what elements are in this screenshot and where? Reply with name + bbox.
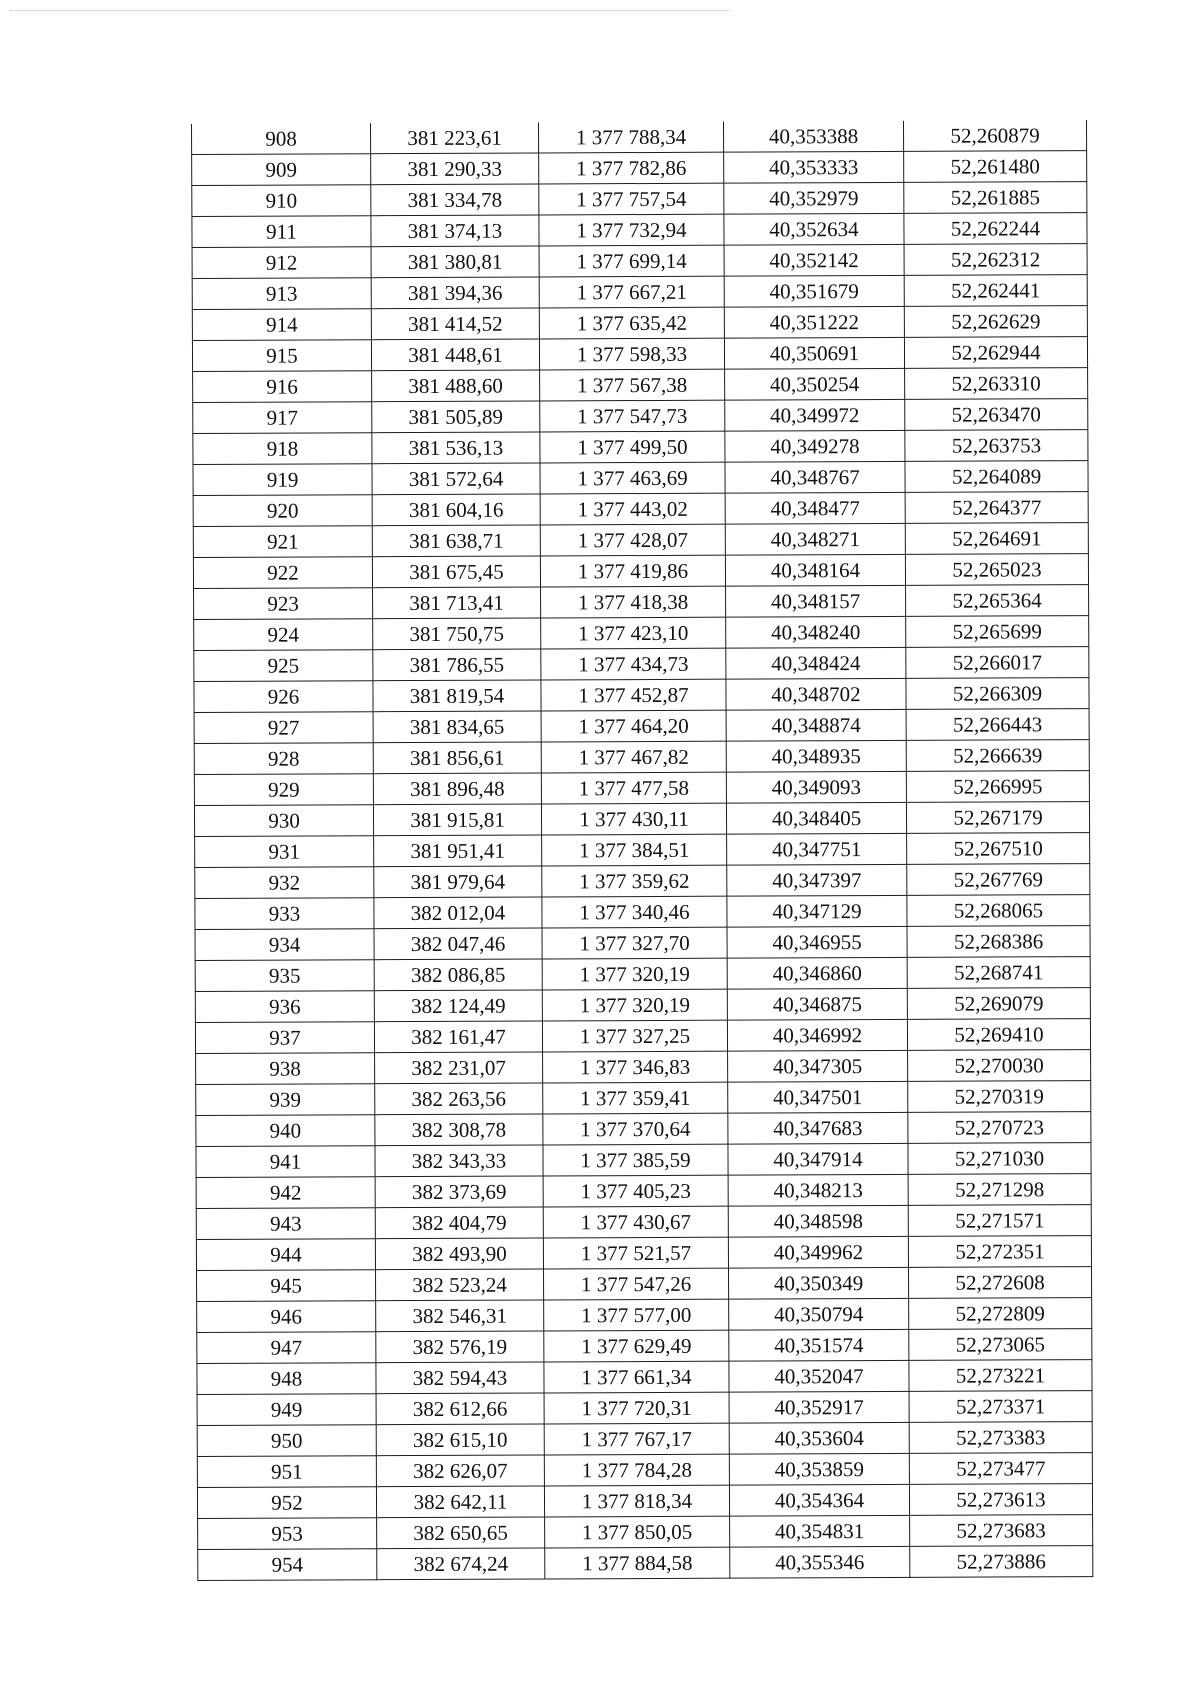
table-row bbox=[197, 1298, 1092, 1333]
table-row bbox=[198, 1515, 1093, 1550]
table-row bbox=[194, 771, 1089, 806]
x-coordinate-cell: 382 626,07 bbox=[376, 1455, 544, 1487]
point-number-cell: 924 bbox=[194, 619, 373, 651]
longitude-cell: 40,351574 bbox=[729, 1329, 909, 1361]
point-number-cell: 908 bbox=[192, 123, 371, 154]
y-coordinate-cell: 1 377 464,20 bbox=[541, 710, 726, 742]
y-coordinate-cell: 1 377 850,05 bbox=[545, 1516, 730, 1548]
latitude-cell: 52,270030 bbox=[908, 1050, 1091, 1082]
table-row bbox=[192, 120, 1087, 154]
x-coordinate-cell: 381 638,71 bbox=[372, 525, 540, 557]
table-row bbox=[192, 151, 1087, 186]
point-number-cell: 918 bbox=[193, 433, 372, 465]
latitude-cell: 52,267179 bbox=[906, 802, 1089, 834]
longitude-cell: 40,348424 bbox=[726, 647, 906, 679]
latitude-cell: 52,263753 bbox=[905, 430, 1088, 462]
longitude-cell: 40,353388 bbox=[723, 121, 903, 152]
point-number-cell: 938 bbox=[196, 1053, 375, 1085]
table-row bbox=[196, 1081, 1091, 1116]
y-coordinate-cell: 1 377 428,07 bbox=[540, 524, 725, 556]
longitude-cell: 40,349278 bbox=[725, 430, 905, 462]
latitude-cell: 52,262441 bbox=[904, 275, 1087, 307]
point-number-cell: 936 bbox=[195, 991, 374, 1023]
y-coordinate-cell: 1 377 430,67 bbox=[543, 1206, 728, 1238]
latitude-cell: 52,270319 bbox=[908, 1081, 1091, 1113]
longitude-cell: 40,351222 bbox=[724, 306, 904, 338]
x-coordinate-cell: 382 124,49 bbox=[374, 990, 542, 1022]
table-row bbox=[195, 895, 1090, 930]
longitude-cell: 40,347129 bbox=[727, 895, 907, 927]
latitude-cell: 52,260879 bbox=[903, 120, 1086, 151]
table-row bbox=[194, 709, 1089, 744]
longitude-cell: 40,347683 bbox=[728, 1112, 908, 1144]
latitude-cell: 52,264691 bbox=[905, 523, 1088, 555]
table-row bbox=[196, 1174, 1091, 1209]
latitude-cell: 52,262244 bbox=[904, 213, 1087, 245]
point-number-cell: 946 bbox=[197, 1301, 376, 1333]
table-row bbox=[197, 1329, 1092, 1364]
table-row bbox=[197, 1267, 1092, 1302]
table-row bbox=[196, 1050, 1091, 1085]
point-number-cell: 929 bbox=[194, 774, 373, 806]
table-row bbox=[195, 957, 1090, 992]
longitude-cell: 40,354831 bbox=[730, 1515, 910, 1547]
y-coordinate-cell: 1 377 547,73 bbox=[540, 400, 725, 432]
x-coordinate-cell: 381 713,41 bbox=[373, 587, 541, 619]
latitude-cell: 52,266995 bbox=[906, 771, 1089, 803]
table-row bbox=[192, 306, 1087, 341]
y-coordinate-cell: 1 377 359,62 bbox=[542, 865, 727, 897]
longitude-cell: 40,346992 bbox=[727, 1019, 907, 1051]
point-number-cell: 928 bbox=[194, 743, 373, 775]
latitude-cell: 52,262944 bbox=[904, 337, 1087, 369]
point-number-cell: 909 bbox=[192, 154, 371, 186]
x-coordinate-cell: 381 536,13 bbox=[372, 432, 540, 464]
table-row bbox=[196, 1205, 1091, 1240]
table-row bbox=[195, 926, 1090, 961]
y-coordinate-cell: 1 377 359,41 bbox=[543, 1082, 728, 1114]
y-coordinate-cell: 1 377 521,57 bbox=[543, 1237, 728, 1269]
point-number-cell: 919 bbox=[193, 464, 372, 496]
latitude-cell: 52,273683 bbox=[910, 1515, 1093, 1547]
point-number-cell: 951 bbox=[197, 1456, 376, 1488]
x-coordinate-cell: 382 674,24 bbox=[377, 1548, 545, 1580]
latitude-cell: 52,263310 bbox=[905, 368, 1088, 400]
table-row bbox=[196, 1112, 1091, 1147]
y-coordinate-cell: 1 377 370,64 bbox=[543, 1113, 728, 1145]
table-row bbox=[193, 430, 1088, 465]
x-coordinate-cell: 382 343,33 bbox=[375, 1145, 543, 1177]
latitude-cell: 52,266443 bbox=[906, 709, 1089, 741]
point-number-cell: 910 bbox=[192, 185, 371, 217]
longitude-cell: 40,349962 bbox=[728, 1236, 908, 1268]
table-row bbox=[192, 244, 1087, 279]
x-coordinate-cell: 381 394,36 bbox=[371, 277, 539, 309]
table-row bbox=[193, 461, 1088, 496]
y-coordinate-cell: 1 377 434,73 bbox=[541, 648, 726, 680]
x-coordinate-cell: 382 612,66 bbox=[376, 1393, 544, 1425]
point-number-cell: 933 bbox=[195, 898, 374, 930]
longitude-cell: 40,346875 bbox=[727, 988, 907, 1020]
y-coordinate-cell: 1 377 629,49 bbox=[544, 1330, 729, 1362]
table-row bbox=[195, 864, 1090, 899]
x-coordinate-cell: 381 979,64 bbox=[374, 866, 542, 898]
longitude-cell: 40,353859 bbox=[729, 1453, 909, 1485]
y-coordinate-cell: 1 377 767,17 bbox=[544, 1423, 729, 1455]
longitude-cell: 40,352047 bbox=[729, 1360, 909, 1392]
coordinates-table-body bbox=[192, 120, 1093, 1580]
latitude-cell: 52,265699 bbox=[906, 616, 1089, 648]
longitude-cell: 40,350349 bbox=[728, 1267, 908, 1299]
y-coordinate-cell: 1 377 463,69 bbox=[540, 462, 725, 494]
coordinates-table bbox=[191, 120, 1093, 1581]
y-coordinate-cell: 1 377 635,42 bbox=[539, 307, 724, 339]
longitude-cell: 40,349093 bbox=[726, 771, 906, 803]
longitude-cell: 40,350254 bbox=[725, 368, 905, 400]
point-number-cell: 937 bbox=[195, 1022, 374, 1054]
table-row bbox=[192, 213, 1087, 248]
latitude-cell: 52,266309 bbox=[906, 678, 1089, 710]
y-coordinate-cell: 1 377 327,70 bbox=[542, 927, 727, 959]
latitude-cell: 52,264089 bbox=[905, 461, 1088, 493]
x-coordinate-cell: 382 373,69 bbox=[375, 1176, 543, 1208]
point-number-cell: 939 bbox=[196, 1084, 375, 1116]
x-coordinate-cell: 382 493,90 bbox=[375, 1238, 543, 1270]
latitude-cell: 52,273065 bbox=[909, 1329, 1092, 1361]
latitude-cell: 52,268741 bbox=[907, 957, 1090, 989]
x-coordinate-cell: 381 488,60 bbox=[372, 370, 540, 402]
x-coordinate-cell: 381 604,16 bbox=[372, 494, 540, 526]
table-row bbox=[193, 368, 1088, 403]
table-row bbox=[193, 399, 1088, 434]
point-number-cell: 940 bbox=[196, 1115, 375, 1147]
point-number-cell: 916 bbox=[193, 371, 372, 403]
latitude-cell: 52,263470 bbox=[905, 399, 1088, 431]
latitude-cell: 52,265364 bbox=[906, 585, 1089, 617]
table-row bbox=[196, 1143, 1091, 1178]
longitude-cell: 40,347397 bbox=[727, 864, 907, 896]
x-coordinate-cell: 382 012,04 bbox=[374, 897, 542, 929]
point-number-cell: 931 bbox=[195, 836, 374, 868]
x-coordinate-cell: 381 675,45 bbox=[372, 556, 540, 588]
point-number-cell: 934 bbox=[195, 929, 374, 961]
latitude-cell: 52,273221 bbox=[909, 1360, 1092, 1392]
x-coordinate-cell: 381 334,78 bbox=[371, 184, 539, 216]
longitude-cell: 40,354364 bbox=[729, 1484, 909, 1516]
x-coordinate-cell: 381 572,64 bbox=[372, 463, 540, 495]
point-number-cell: 944 bbox=[196, 1239, 375, 1271]
longitude-cell: 40,348598 bbox=[728, 1205, 908, 1237]
latitude-cell: 52,272351 bbox=[908, 1236, 1091, 1268]
x-coordinate-cell: 382 161,47 bbox=[374, 1021, 542, 1053]
table-row bbox=[193, 523, 1088, 558]
x-coordinate-cell: 381 819,54 bbox=[373, 680, 541, 712]
point-number-cell: 923 bbox=[194, 588, 373, 620]
table-row bbox=[195, 988, 1090, 1023]
longitude-cell: 40,348477 bbox=[725, 492, 905, 524]
y-coordinate-cell: 1 377 818,34 bbox=[544, 1485, 729, 1517]
point-number-cell: 932 bbox=[195, 867, 374, 899]
latitude-cell: 52,273477 bbox=[909, 1453, 1092, 1485]
y-coordinate-cell: 1 377 340,46 bbox=[542, 896, 727, 928]
point-number-cell: 920 bbox=[193, 495, 372, 527]
x-coordinate-cell: 382 594,43 bbox=[376, 1362, 544, 1394]
y-coordinate-cell: 1 377 577,00 bbox=[544, 1299, 729, 1331]
point-number-cell: 911 bbox=[192, 216, 371, 248]
x-coordinate-cell: 381 834,65 bbox=[373, 711, 541, 743]
y-coordinate-cell: 1 377 418,38 bbox=[541, 586, 726, 618]
longitude-cell: 40,352634 bbox=[724, 213, 904, 245]
table-row bbox=[197, 1453, 1092, 1488]
latitude-cell: 52,268065 bbox=[907, 895, 1090, 927]
y-coordinate-cell: 1 377 699,14 bbox=[539, 245, 724, 277]
table-row bbox=[197, 1422, 1092, 1457]
point-number-cell: 913 bbox=[192, 278, 371, 310]
point-number-cell: 935 bbox=[195, 960, 374, 992]
x-coordinate-cell: 381 290,33 bbox=[371, 153, 539, 185]
x-coordinate-cell: 381 786,55 bbox=[373, 649, 541, 681]
x-coordinate-cell: 382 650,65 bbox=[377, 1517, 545, 1549]
x-coordinate-cell: 382 308,78 bbox=[375, 1114, 543, 1146]
y-coordinate-cell: 1 377 443,02 bbox=[540, 493, 725, 525]
x-coordinate-cell: 381 951,41 bbox=[374, 835, 542, 867]
table-row bbox=[193, 554, 1088, 589]
x-coordinate-cell: 382 546,31 bbox=[376, 1300, 544, 1332]
table-row bbox=[192, 337, 1087, 372]
latitude-cell: 52,270723 bbox=[908, 1112, 1091, 1144]
x-coordinate-cell: 382 523,24 bbox=[376, 1269, 544, 1301]
y-coordinate-cell: 1 377 452,87 bbox=[541, 679, 726, 711]
y-coordinate-cell: 1 377 499,50 bbox=[540, 431, 725, 463]
coordinates-table-container bbox=[191, 120, 1092, 1581]
point-number-cell: 921 bbox=[193, 526, 372, 558]
x-coordinate-cell: 382 086,85 bbox=[374, 959, 542, 991]
y-coordinate-cell: 1 377 477,58 bbox=[541, 772, 726, 804]
x-coordinate-cell: 381 223,61 bbox=[370, 122, 538, 153]
longitude-cell: 40,348271 bbox=[725, 523, 905, 555]
x-coordinate-cell: 382 047,46 bbox=[374, 928, 542, 960]
table-row bbox=[194, 740, 1089, 775]
x-coordinate-cell: 381 856,61 bbox=[373, 742, 541, 774]
longitude-cell: 40,350794 bbox=[729, 1298, 909, 1330]
longitude-cell: 40,348213 bbox=[728, 1174, 908, 1206]
x-coordinate-cell: 382 404,79 bbox=[375, 1207, 543, 1239]
latitude-cell: 52,273383 bbox=[909, 1422, 1092, 1454]
table-row bbox=[195, 1019, 1090, 1054]
x-coordinate-cell: 381 414,52 bbox=[371, 308, 539, 340]
latitude-cell: 52,267769 bbox=[907, 864, 1090, 896]
point-number-cell: 926 bbox=[194, 681, 373, 713]
y-coordinate-cell: 1 377 598,33 bbox=[539, 338, 724, 370]
latitude-cell: 52,269410 bbox=[907, 1019, 1090, 1051]
longitude-cell: 40,350691 bbox=[724, 337, 904, 369]
table-row bbox=[195, 833, 1090, 868]
y-coordinate-cell: 1 377 423,10 bbox=[541, 617, 726, 649]
point-number-cell: 954 bbox=[198, 1549, 377, 1581]
x-coordinate-cell: 382 615,10 bbox=[376, 1424, 544, 1456]
latitude-cell: 52,271298 bbox=[908, 1174, 1091, 1206]
point-number-cell: 945 bbox=[197, 1270, 376, 1302]
table-row bbox=[197, 1484, 1092, 1519]
latitude-cell: 52,262629 bbox=[904, 306, 1087, 338]
table-row bbox=[193, 492, 1088, 527]
longitude-cell: 40,353333 bbox=[724, 151, 904, 183]
latitude-cell: 52,273886 bbox=[910, 1546, 1093, 1578]
y-coordinate-cell: 1 377 346,83 bbox=[543, 1051, 728, 1083]
y-coordinate-cell: 1 377 757,54 bbox=[539, 183, 724, 215]
y-coordinate-cell: 1 377 467,82 bbox=[541, 741, 726, 773]
table-row bbox=[194, 802, 1089, 837]
latitude-cell: 52,261480 bbox=[904, 151, 1087, 183]
latitude-cell: 52,267510 bbox=[907, 833, 1090, 865]
longitude-cell: 40,347914 bbox=[728, 1143, 908, 1175]
longitude-cell: 40,351679 bbox=[724, 275, 904, 307]
longitude-cell: 40,348874 bbox=[726, 709, 906, 741]
latitude-cell: 52,271571 bbox=[908, 1205, 1091, 1237]
table-row bbox=[192, 182, 1087, 217]
latitude-cell: 52,262312 bbox=[904, 244, 1087, 276]
y-coordinate-cell: 1 377 661,34 bbox=[544, 1361, 729, 1393]
x-coordinate-cell: 381 915,81 bbox=[373, 804, 541, 836]
table-row bbox=[194, 647, 1089, 682]
point-number-cell: 914 bbox=[192, 309, 371, 341]
y-coordinate-cell: 1 377 667,21 bbox=[539, 276, 724, 308]
longitude-cell: 40,352142 bbox=[724, 244, 904, 276]
latitude-cell: 52,272608 bbox=[908, 1267, 1091, 1299]
y-coordinate-cell: 1 377 547,26 bbox=[543, 1268, 728, 1300]
y-coordinate-cell: 1 377 430,11 bbox=[541, 803, 726, 835]
longitude-cell: 40,353604 bbox=[729, 1422, 909, 1454]
longitude-cell: 40,347501 bbox=[728, 1081, 908, 1113]
latitude-cell: 52,269079 bbox=[907, 988, 1090, 1020]
x-coordinate-cell: 381 896,48 bbox=[373, 773, 541, 805]
table-row bbox=[194, 585, 1089, 620]
longitude-cell: 40,349972 bbox=[725, 399, 905, 431]
point-number-cell: 917 bbox=[193, 402, 372, 434]
y-coordinate-cell: 1 377 720,31 bbox=[544, 1392, 729, 1424]
point-number-cell: 941 bbox=[196, 1146, 375, 1178]
longitude-cell: 40,347305 bbox=[728, 1050, 908, 1082]
y-coordinate-cell: 1 377 784,28 bbox=[544, 1454, 729, 1486]
longitude-cell: 40,346955 bbox=[727, 926, 907, 958]
point-number-cell: 952 bbox=[197, 1487, 376, 1519]
x-coordinate-cell: 382 642,11 bbox=[376, 1486, 544, 1518]
latitude-cell: 52,266017 bbox=[906, 647, 1089, 679]
point-number-cell: 953 bbox=[198, 1518, 377, 1550]
y-coordinate-cell: 1 377 385,59 bbox=[543, 1144, 728, 1176]
longitude-cell: 40,348157 bbox=[726, 585, 906, 617]
x-coordinate-cell: 381 448,61 bbox=[371, 339, 539, 371]
longitude-cell: 40,348240 bbox=[726, 616, 906, 648]
longitude-cell: 40,352917 bbox=[729, 1391, 909, 1423]
x-coordinate-cell: 381 380,81 bbox=[371, 246, 539, 278]
point-number-cell: 948 bbox=[197, 1363, 376, 1395]
x-coordinate-cell: 381 505,89 bbox=[372, 401, 540, 433]
y-coordinate-cell: 1 377 782,86 bbox=[539, 152, 724, 184]
point-number-cell: 950 bbox=[197, 1425, 376, 1457]
table-row bbox=[198, 1546, 1093, 1581]
table-row bbox=[196, 1236, 1091, 1271]
x-coordinate-cell: 381 374,13 bbox=[371, 215, 539, 247]
point-number-cell: 925 bbox=[194, 650, 373, 682]
latitude-cell: 52,268386 bbox=[907, 926, 1090, 958]
point-number-cell: 943 bbox=[196, 1208, 375, 1240]
longitude-cell: 40,348702 bbox=[726, 678, 906, 710]
latitude-cell: 52,264377 bbox=[905, 492, 1088, 524]
point-number-cell: 930 bbox=[194, 805, 373, 837]
y-coordinate-cell: 1 377 884,58 bbox=[545, 1547, 730, 1579]
y-coordinate-cell: 1 377 788,34 bbox=[538, 122, 723, 153]
y-coordinate-cell: 1 377 567,38 bbox=[540, 369, 725, 401]
x-coordinate-cell: 382 576,19 bbox=[376, 1331, 544, 1363]
y-coordinate-cell: 1 377 327,25 bbox=[542, 1020, 727, 1052]
scan-artifact-line bbox=[10, 10, 730, 11]
point-number-cell: 915 bbox=[192, 340, 371, 372]
x-coordinate-cell: 382 263,56 bbox=[375, 1083, 543, 1115]
table-row bbox=[194, 678, 1089, 713]
y-coordinate-cell: 1 377 320,19 bbox=[542, 958, 727, 990]
latitude-cell: 52,273613 bbox=[909, 1484, 1092, 1516]
point-number-cell: 949 bbox=[197, 1394, 376, 1426]
point-number-cell: 922 bbox=[193, 557, 372, 589]
latitude-cell: 52,273371 bbox=[909, 1391, 1092, 1423]
point-number-cell: 912 bbox=[192, 247, 371, 279]
point-number-cell: 942 bbox=[196, 1177, 375, 1209]
y-coordinate-cell: 1 377 732,94 bbox=[539, 214, 724, 246]
x-coordinate-cell: 382 231,07 bbox=[375, 1052, 543, 1084]
longitude-cell: 40,347751 bbox=[727, 833, 907, 865]
latitude-cell: 52,272809 bbox=[909, 1298, 1092, 1330]
point-number-cell: 947 bbox=[197, 1332, 376, 1364]
longitude-cell: 40,346860 bbox=[727, 957, 907, 989]
table-row bbox=[194, 616, 1089, 651]
longitude-cell: 40,348405 bbox=[726, 802, 906, 834]
longitude-cell: 40,355346 bbox=[730, 1546, 910, 1578]
longitude-cell: 40,352979 bbox=[724, 182, 904, 214]
y-coordinate-cell: 1 377 320,19 bbox=[542, 989, 727, 1021]
longitude-cell: 40,348164 bbox=[725, 554, 905, 586]
y-coordinate-cell: 1 377 405,23 bbox=[543, 1175, 728, 1207]
latitude-cell: 52,266639 bbox=[906, 740, 1089, 772]
table-row bbox=[197, 1360, 1092, 1395]
latitude-cell: 52,271030 bbox=[908, 1143, 1091, 1175]
longitude-cell: 40,348935 bbox=[726, 740, 906, 772]
longitude-cell: 40,348767 bbox=[725, 461, 905, 493]
x-coordinate-cell: 381 750,75 bbox=[373, 618, 541, 650]
y-coordinate-cell: 1 377 384,51 bbox=[542, 834, 727, 866]
point-number-cell: 927 bbox=[194, 712, 373, 744]
latitude-cell: 52,265023 bbox=[905, 554, 1088, 586]
y-coordinate-cell: 1 377 419,86 bbox=[540, 555, 725, 587]
table-row bbox=[192, 275, 1087, 310]
table-row bbox=[197, 1391, 1092, 1426]
latitude-cell: 52,261885 bbox=[904, 182, 1087, 214]
